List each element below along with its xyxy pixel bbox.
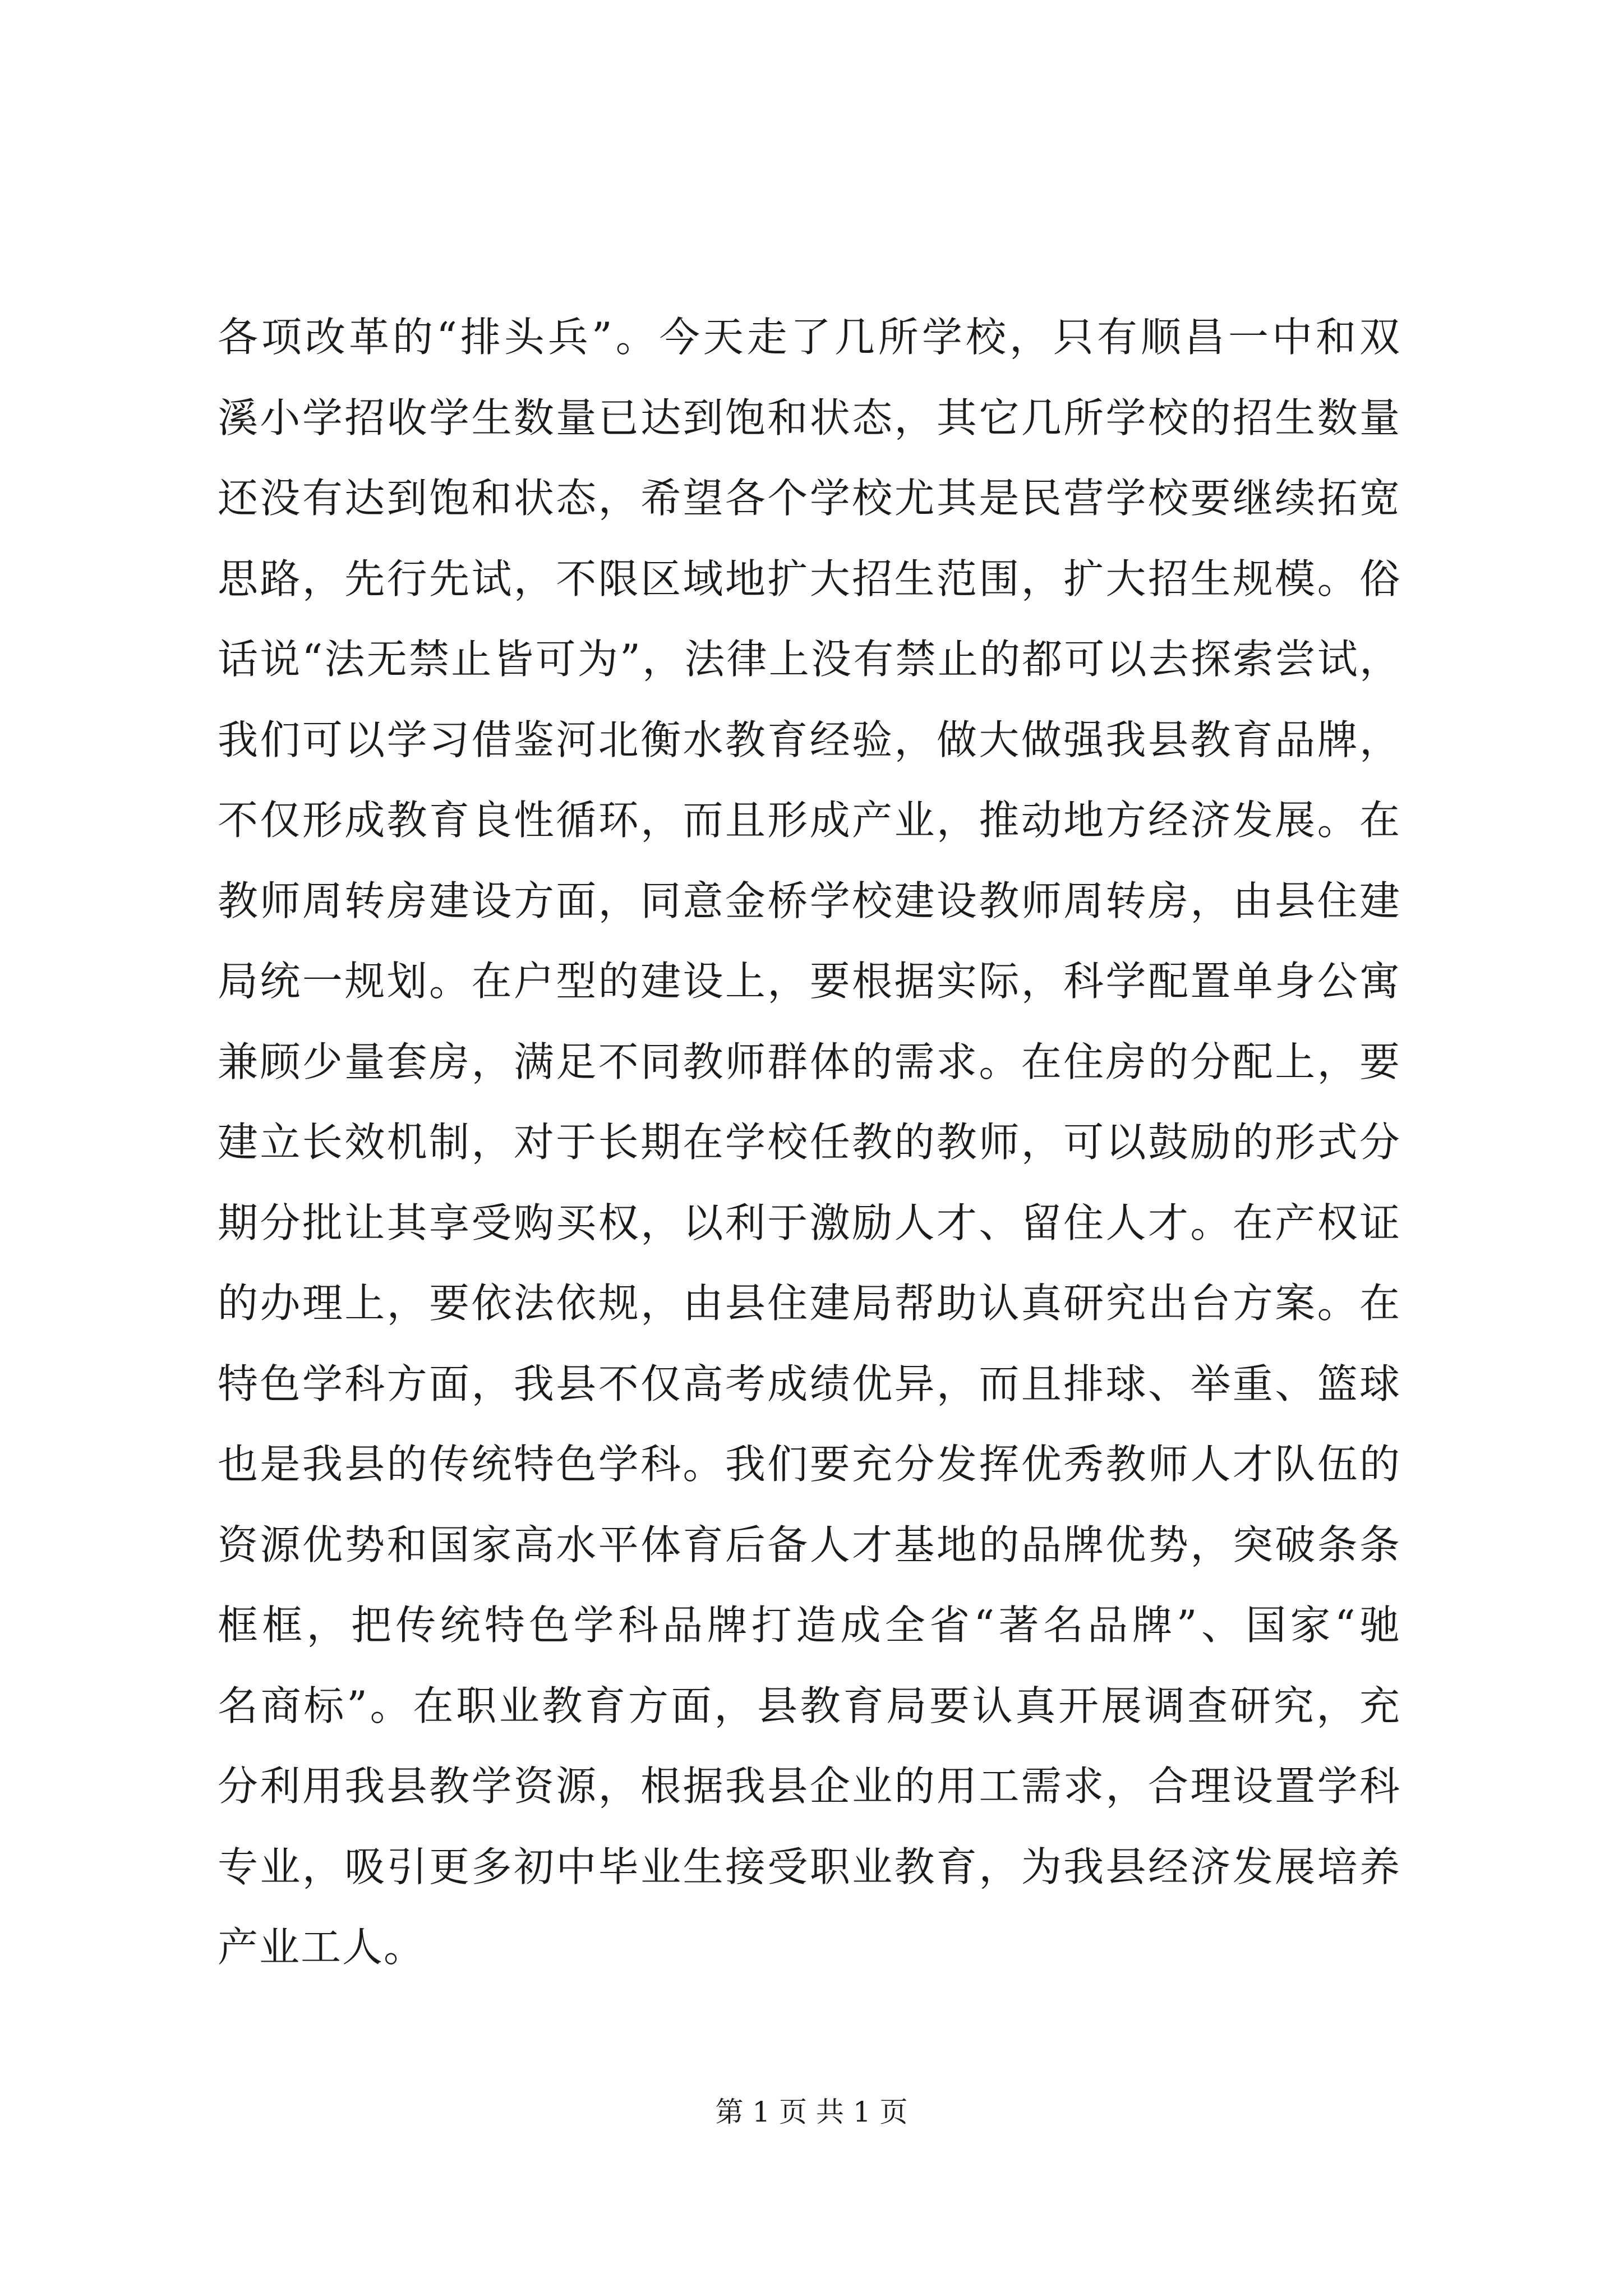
text-line: 局统一规划。在户型的建设上，要根据实际，科学配置单身公寓 [218,958,1401,1005]
text-line: 溪小学招收学生数量已达到饱和状态，其它几所学校的招生数量 [218,394,1401,441]
text-line: 思路，先行先试，不限区域地扩大招生范围，扩大招生规模。俗 [218,555,1401,602]
text-line: 期分批让其享受购买权，以利于激励人才、留住人才。在产权证 [218,1199,1401,1246]
text-line: 框框，把传统特色学科品牌打造成全省“著名品牌”、国家“驰 [218,1602,1401,1649]
text-line: 建立长效机制，对于长期在学校任教的教师，可以鼓励的形式分 [218,1119,1401,1166]
text-line: 特色学科方面，我县不仅高考成绩优异，而且排球、举重、篮球 [218,1360,1401,1407]
text-line: 话说“法无禁止皆可为”，法律上没有禁止的都可以去探索尝试， [218,636,1401,683]
page-number: 第 1 页 共 1 页 [715,2096,908,2128]
text-line: 分利用我县教学资源，根据我县企业的用工需求，合理设置学科 [218,1763,1401,1810]
text-line: 还没有达到饱和状态，希望各个学校尤其是民营学校要继续拓宽 [218,475,1401,522]
text-line: 不仅形成教育良性循环，而且形成产业，推动地方经济发展。在 [218,797,1401,844]
text-line: 教师周转房建设方面，同意金桥学校建设教师周转房，由县住建 [218,877,1401,924]
text-line: 名商标”。在职业教育方面，县教育局要认真开展调查研究，充 [218,1682,1401,1729]
text-line: 资源优势和国家高水平体育后备人才基地的品牌优势，突破条条 [218,1521,1401,1568]
text-line: 产业工人。 [218,1924,426,1971]
text-line: 专业，吸引更多初中毕业生接受职业教育，为我县经济发展培养 [218,1843,1401,1890]
text-line: 的办理上，要依法依规，由县住建局帮助认真研究出台方案。在 [218,1280,1401,1327]
body-text [218,297,1401,1988]
text-line: 兼顾少量套房，满足不同教师群体的需求。在住房的分配上，要 [218,1038,1401,1085]
text-line: 各项改革的“排头兵”。今天走了几所学校，只有顺昌一中和双 [218,314,1401,361]
text-line: 也是我县的传统特色学科。我们要充分发挥优秀教师人才队伍的 [218,1441,1401,1488]
text-line: 我们可以学习借鉴河北衡水教育经验，做大做强我县教育品牌， [218,716,1401,763]
